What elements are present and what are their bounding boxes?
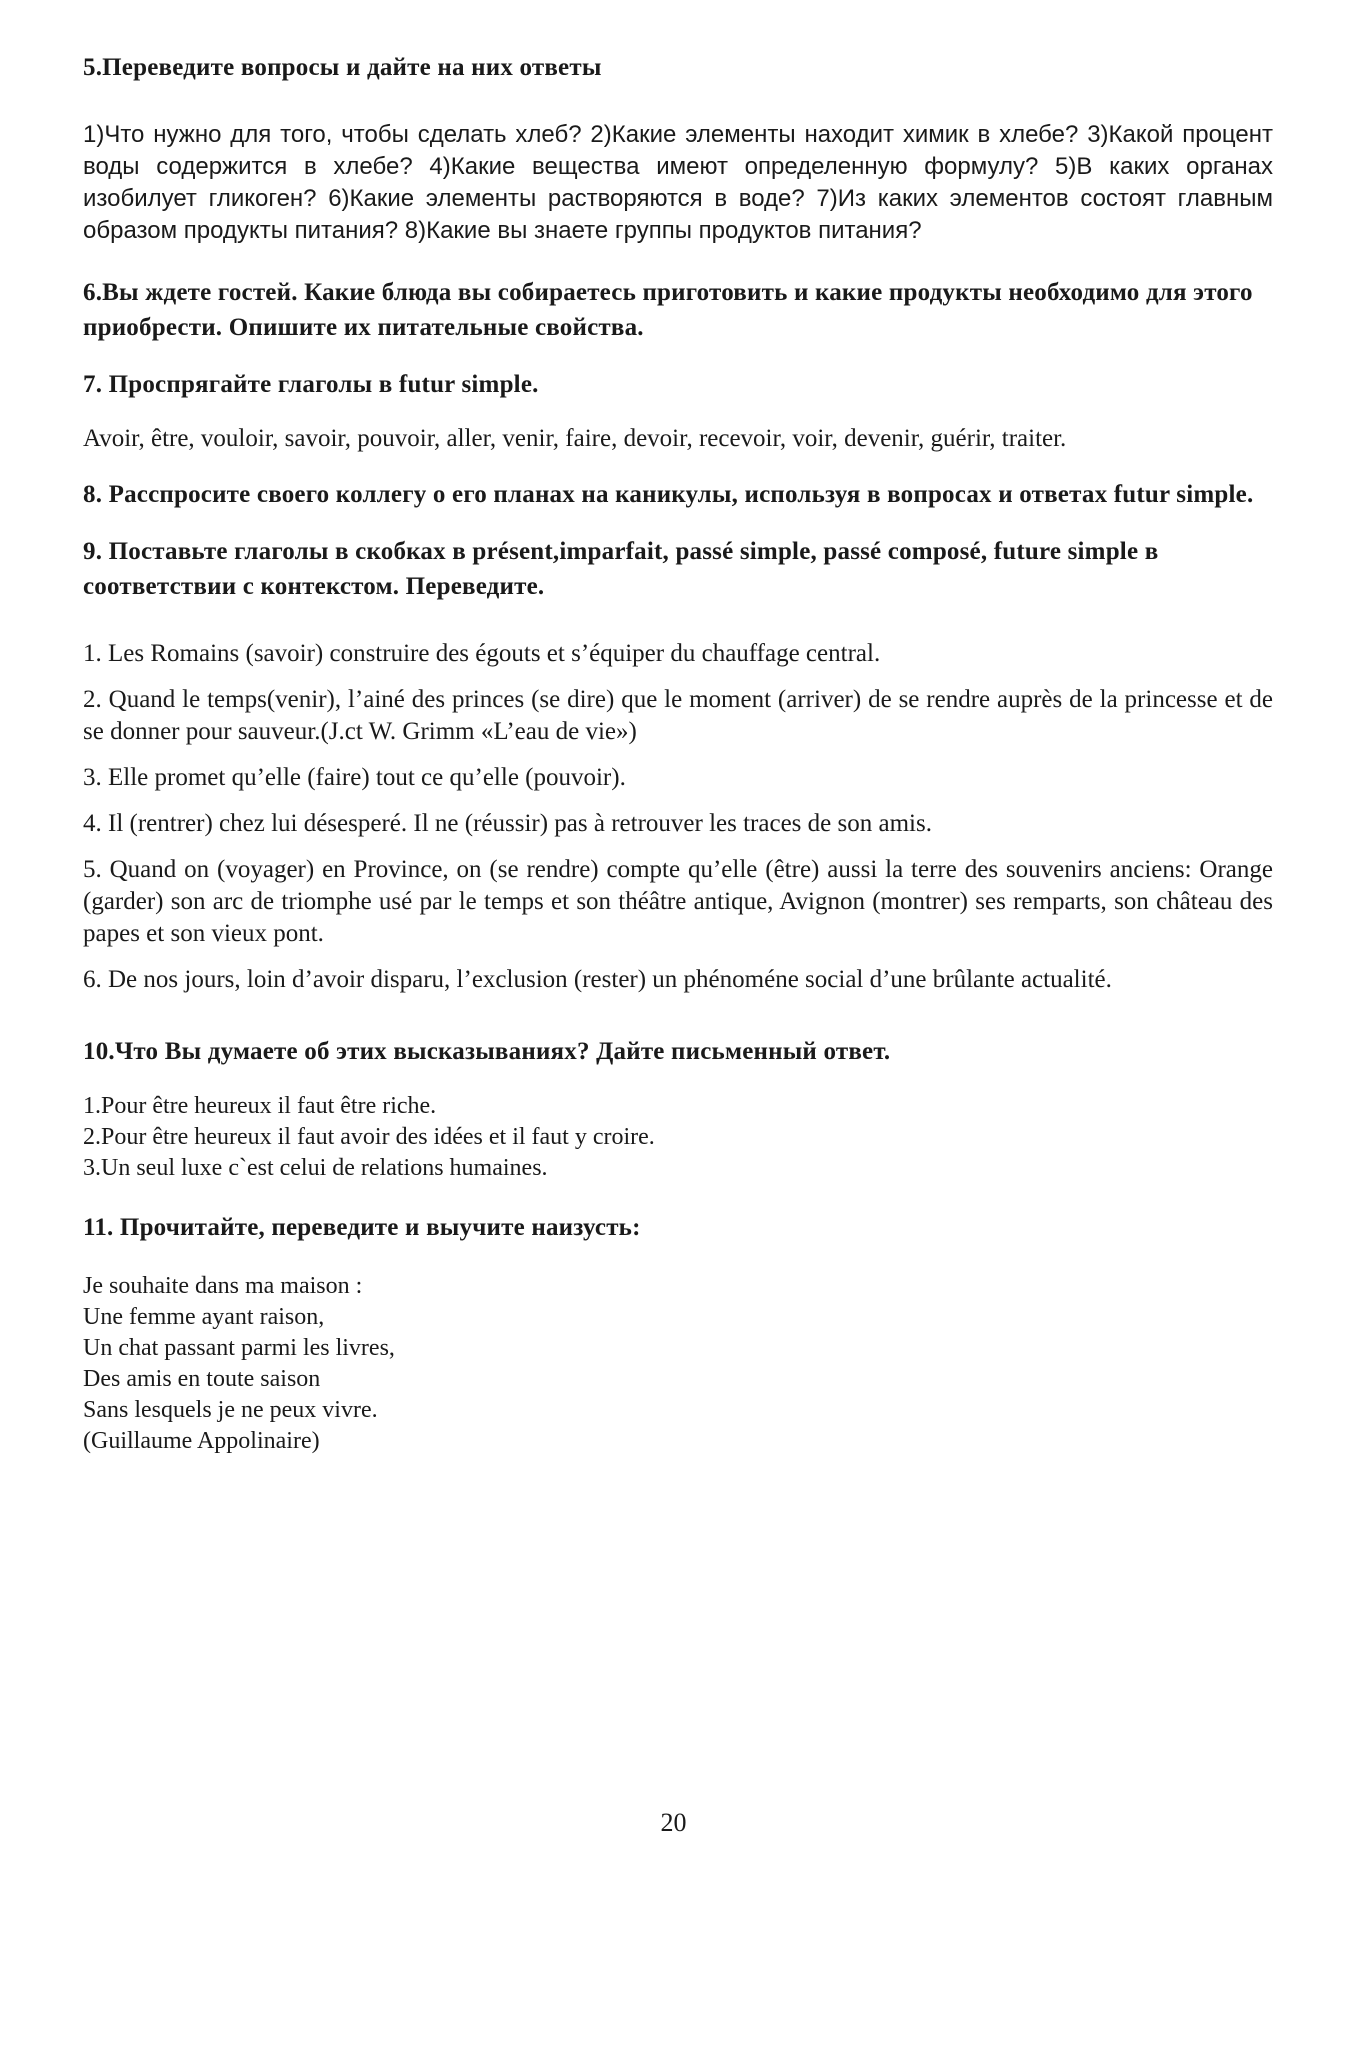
list-item: 2.Pour être heureux il faut avoir des idées et il faut y croire. — [83, 1124, 655, 1150]
exercise-10-list — [83, 1091, 1273, 1184]
poem-line: Sans lesquels je ne peux vivre. — [83, 1397, 378, 1423]
page-number: 20 — [660, 1808, 687, 1837]
poem-line: Je souhaite dans ma maison : — [83, 1273, 363, 1299]
list-item: 1.Pour être heureux il faut être riche. — [83, 1093, 437, 1119]
poem-line: Des amis en toute saison — [83, 1366, 321, 1392]
poem-line: Un chat passant parmi les livres, — [83, 1335, 395, 1361]
list-item: 3. Elle promet qu’elle (faire) tout ce qu’elle (pouvoir). — [83, 764, 626, 791]
list-item: 4. Il (rentrer) chez lui désesperé. Il ne (réussir) pas à retrouver les traces de son amis. — [83, 810, 932, 837]
list-item: 1. Les Romains (savoir) construire des égouts et s’équiper du chauffage central. — [83, 640, 881, 667]
list-item: 3.Un seul luxe c`est celui de relations humaines. — [83, 1155, 548, 1181]
exercise-5-heading: 5.Переведите вопросы и дайте на них ответы — [83, 54, 602, 81]
poem-line: Une femme ayant raison, — [83, 1304, 325, 1330]
exercise-5-questions: 1)Что нужно для того, чтобы сделать хлеб? 2)Какие элементы находит химик в хлебе? 3)Какой процент воды содержится в хлебе? 4)Какие вещества имеют определенную формулу? 5)В каких органах изобилует гликоген? 6)Какие элементы растворяются в воде? 7)Из каких элементов состоят главным образом продукты питания? 8)Какие вы знаете группы продуктов питания? — [83, 121, 1273, 244]
poem — [83, 1271, 1273, 1457]
list-item: 5. Quand on (voyager) en Province, on (se rendre) compte qu’elle (être) aussi la terre des souvenirs anciens: Orange (garder) son arc de triomphe usé par le temps et son théâtre antique, Avignon (montrer) ses remparts, son château des papes et son vieux pont. — [83, 856, 1273, 947]
exercise-8-heading: 8. Расспросите своего коллегу о его планах на каникулы, используя в вопросах и ответах futur simple. — [83, 481, 1254, 508]
exercise-10-heading: 10.Что Вы думаете об этих высказываниях? Дайте письменный ответ. — [83, 1038, 891, 1065]
exercise-6-heading: 6.Вы ждете гостей. Какие блюда вы собираетесь приготовить и какие продукты необходимо для этого приобрести. Опишите их питательные свойства. — [83, 279, 1253, 341]
list-item: 6. De nos jours, loin d’avoir disparu, l’exclusion (rester) un phénoméne social d’une brûlante actualité. — [83, 966, 1112, 993]
list-item: 2. Quand le temps(venir), l’ainé des princes (se dire) que le moment (arriver) de se rendre auprès de la princesse et de se donner pour sauveur.(J.ct W. Grimm «L’eau de vie») — [83, 686, 1273, 745]
exercise-11-heading: 11. Прочитайте, переведите и выучите наизусть: — [83, 1214, 641, 1241]
poem-attribution: (Guillaume Appolinaire) — [83, 1428, 320, 1454]
page-content — [83, 50, 1273, 1457]
exercise-9-heading: 9. Поставьте глаголы в скобках в présent,imparfait, passé simple, passé composé, future simple в соответствии с контекстом. Переведите. — [83, 538, 1159, 600]
exercise-9-list — [83, 638, 1273, 996]
exercise-7-verbs: Avoir, être, vouloir, savoir, pouvoir, aller, venir, faire, devoir, recevoir, voir, devenir, guérir, traiter. — [83, 425, 1067, 452]
exercise-7-heading: 7. Проспрягайте глаголы в futur simple. — [83, 371, 539, 398]
